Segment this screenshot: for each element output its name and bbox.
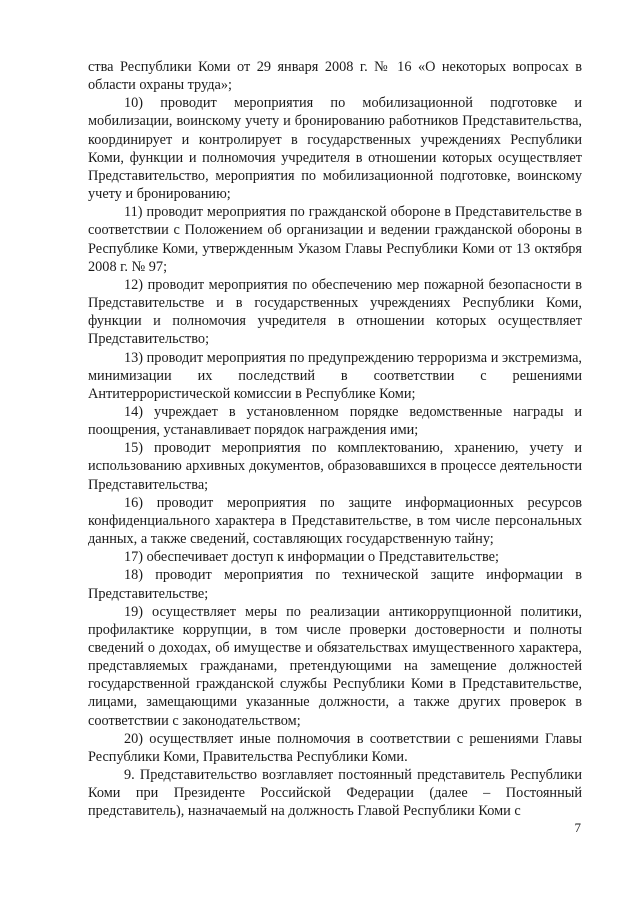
paragraph-item-19: 19) осуществляет меры по реализации антикоррупционной политики, профилактике коррупции, в том числе проверки достоверности и полноты сведений о доходах, об имуществе и обязательствах имущественного характера, представляемых гражданами, претендующими на замещение должностей государственной гражданской службы Республики Коми в Представительстве, лицами, замещающими указанные должности, а также других проверок в соответствии с законодательством; (88, 603, 582, 729)
paragraph-item-12: 12) проводит мероприятия по обеспечению мер пожарной безопасности в Представительстве и в государственных учреждениях Республики Коми, функции и полномочия учредителя в отношении которых осуществляет Представительство; (88, 276, 582, 348)
paragraph-item-17: 17) обеспечивает доступ к информации о Представительстве; (124, 549, 499, 566)
paragraph-item-10: 10) проводит мероприятия по мобилизационной подготовке и мобилизации, воинскому учету и бронированию работников Представительства, координирует и контролирует в государственных учреждениях Республики Коми, функции и полномочия учредителя в отношении которых осуществляет Представительство, мероприятия по мобилизационной подготовке, воинскому учету и бронированию; (88, 95, 582, 203)
paragraph-item-18: 18) проводит мероприятия по технической защите информации в Представительстве; (88, 567, 582, 602)
paragraph-continuation: ства Республики Коми от 29 января 2008 г. № 16 «О некоторых вопросах в области охраны труда»; (88, 59, 582, 94)
paragraph-item-11: 11) проводит мероприятия по гражданской обороне в Представительстве в соответствии с Положением об организации и ведении гражданской обороны в Республике Коми, утвержденным Указом Главы Республики Коми от 13 октября 2008 г. № 97; (88, 204, 582, 275)
paragraph-item-15: 15) проводит мероприятия по комплектованию, хранению, учету и использованию архивных документов, образовавшихся в процессе деятельности Представительства; (88, 440, 582, 493)
paragraph-item-20: 20) осуществляет иные полномочия в соответствии с решениями Главы Республики Коми, Правительства Республики Коми. (88, 730, 582, 765)
paragraph-item-13: 13) проводит мероприятия по предупреждению терроризма и экстремизма, минимизации их последствий в соответствии с решениями Антитеррористической комиссии в Республике Коми; (88, 349, 582, 402)
page-number: 7 (574, 820, 581, 835)
paragraph-section-9: 9. Представительство возглавляет постоянный представитель Республики Коми при Президенте Российской Федерации (далее – Постоянный представитель), назначаемый на должность Главой Республики Коми с (88, 767, 582, 820)
paragraph-item-16: 16) проводит мероприятия по защите информационных ресурсов конфиденциального характера в Представительстве, в том числе персональных данных, а также сведений, составляющих государственную тайну; (88, 494, 582, 548)
body-text (88, 58, 582, 821)
paragraph-item-14: 14) учреждает в установленном порядке ведомственные награды и поощрения, устанавливает порядок награждения ими; (88, 403, 582, 439)
